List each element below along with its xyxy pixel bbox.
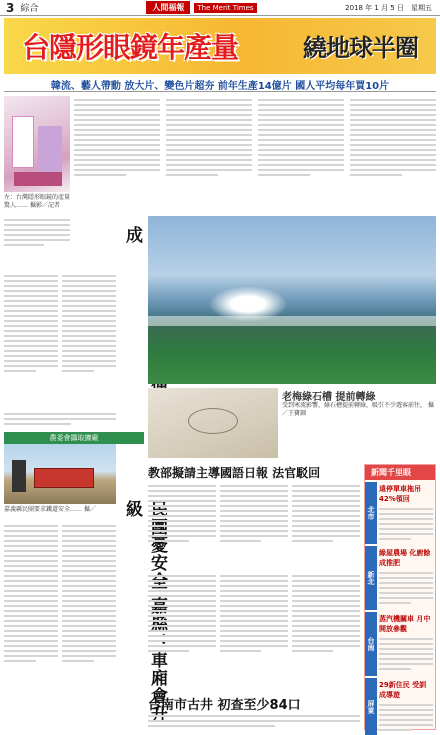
masthead-logo: 人間福報 (146, 1, 190, 14)
region-label: 新北 (365, 546, 377, 610)
top-left-caption (4, 194, 70, 210)
train-caption-text: 嘉義縣民團要求鐵道安全…… (4, 506, 83, 513)
ministry-article-body (148, 482, 360, 568)
page-header-bar (0, 0, 440, 16)
region-label: 北市 (365, 482, 377, 544)
train-credit: 攝／ (83, 506, 96, 513)
beach-photo (148, 388, 278, 458)
news-item-title: 蒸汽機關車 月中開放參觀 (379, 615, 431, 633)
top-left-caption-text: 左：台灣隱形眼鏡的產量驚人…… (4, 194, 71, 209)
main-headline: 台隱形眼鏡年產量 (22, 31, 239, 64)
region-label: 屏東 (365, 678, 377, 735)
train-article-body (4, 522, 116, 722)
page-number: 3 (6, 0, 15, 15)
top-left-text-column (4, 216, 70, 268)
ministry-headline: 教部擬請主導國語日報 法官駁回 (148, 466, 321, 480)
section-name: 綜合 (20, 4, 39, 14)
tainan-headline: 台南市古井 初查至少84口 (148, 698, 301, 713)
green-stone-trough-photo (148, 216, 436, 384)
train-photo (4, 444, 116, 504)
coast-photo-caption (282, 402, 436, 418)
factory-article-body (4, 272, 116, 408)
headline-side: 繞地球半圈 (303, 34, 418, 62)
tainan-article-lower (148, 712, 360, 730)
coast-caption-text: 受到寒流影響，綠石槽提前轉綠，吸引不少遊客前往。 (282, 402, 427, 409)
coast-photo-title: 老梅綠石槽 提前轉綠 (282, 392, 376, 403)
tainan-article-body (148, 572, 360, 690)
region-label: 台南 (365, 612, 377, 676)
factory-subtag: 農委會攝取擴廠 (4, 432, 144, 444)
top-left-credit: 攝影／記者 (29, 202, 60, 209)
train-caption (4, 506, 116, 514)
news-roundup-box (364, 464, 436, 730)
coast-credit: 攝／王寶鈿 (282, 402, 434, 417)
news-item-title: 遠停單車拖吊 42%領回 (379, 485, 421, 503)
news-item-title: 綠屋農場 化廚餘成推肥 (379, 549, 431, 567)
factory-headline: 僅 成 (122, 226, 167, 395)
top-article-body (74, 96, 436, 214)
factory-article-lower (4, 410, 116, 430)
news-roundup-title: 新聞千里眼 (365, 465, 435, 480)
masthead-english: The Merit Times (194, 3, 256, 13)
train-headline: 民團憂安全 嘉縣：車廂會升級 (122, 500, 167, 723)
banner-subhead: 韓流、藝人帶動 放大片、變色片超夯 前年生產14億片 國人平均每年買10片 (4, 74, 436, 92)
headline-banner (4, 18, 436, 74)
issue-date: 2018 年 1 月 5 日 星期五 (345, 3, 432, 12)
contact-lens-photo (4, 96, 70, 192)
news-item-title: 29新住民 受訓成導遊 (379, 681, 427, 699)
